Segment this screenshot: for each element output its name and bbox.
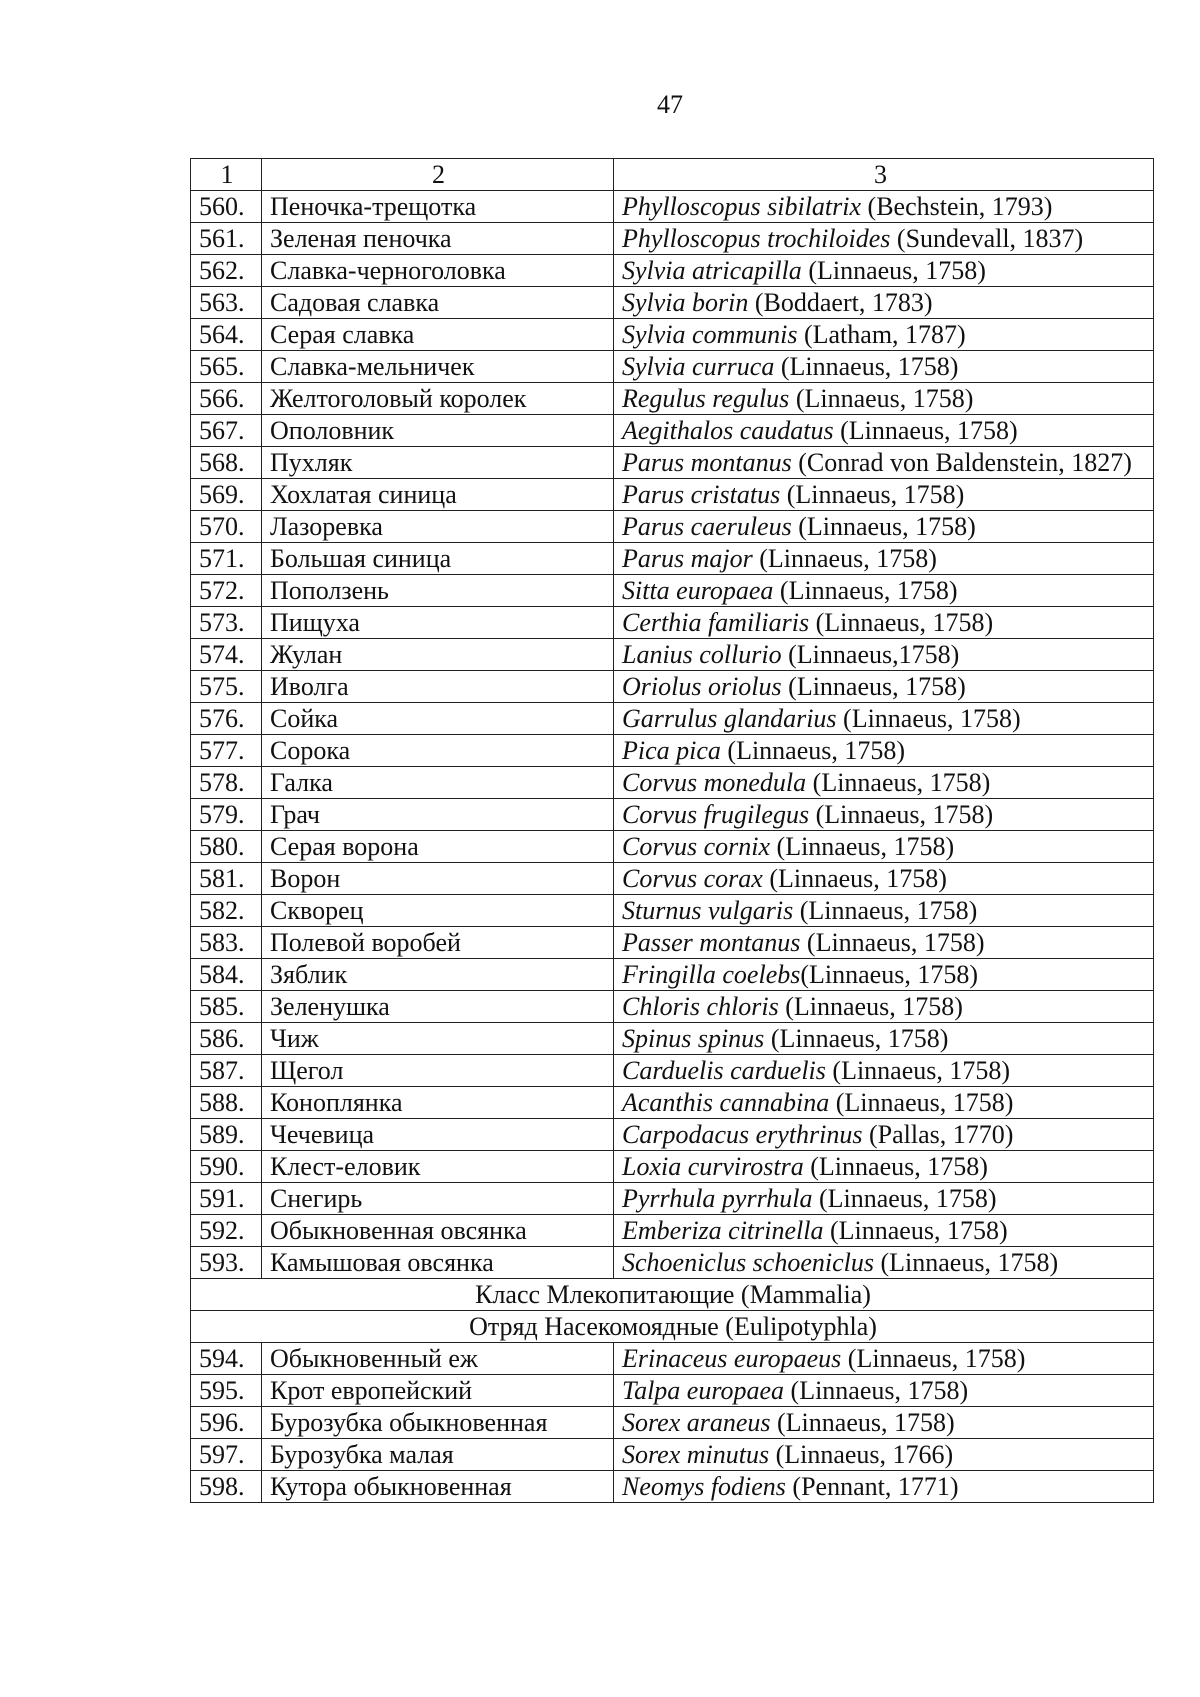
russian-name: Грач [262, 799, 614, 831]
scientific-name: Sylvia atricapilla [622, 256, 802, 285]
scientific-name: Aegithalos caudatus [622, 416, 834, 445]
latin-name-cell [614, 895, 1154, 927]
class-heading: Класс Млекопитающие (Mammalia) [191, 1279, 1154, 1311]
author-year: (Linnaeus,1758) [781, 640, 960, 669]
row-number: 591. [191, 1183, 262, 1215]
table-row [191, 415, 1154, 447]
row-number: 573. [191, 607, 262, 639]
russian-name: Чиж [262, 1023, 614, 1055]
latin-name-cell [614, 767, 1154, 799]
latin-name-cell [614, 1119, 1154, 1151]
russian-name: Бурозубка малая [262, 1439, 614, 1471]
scientific-name: Talpa europaea [622, 1376, 785, 1405]
table-row [191, 575, 1154, 607]
russian-name: Пеночка-трещотка [262, 191, 614, 223]
table-row [191, 511, 1154, 543]
author-year: (Linnaeus, 1758) [812, 1184, 997, 1213]
table-row [191, 895, 1154, 927]
row-number: 585. [191, 991, 262, 1023]
row-number: 560. [191, 191, 262, 223]
row-number: 593. [191, 1247, 262, 1279]
row-number: 598. [191, 1471, 262, 1503]
row-number: 582. [191, 895, 262, 927]
table-row [191, 1151, 1154, 1183]
table-row [191, 863, 1154, 895]
table-row [191, 191, 1154, 223]
author-year: (Linnaeus, 1758) [774, 352, 959, 381]
russian-name: Бурозубка обыкновенная [262, 1407, 614, 1439]
author-year: (Linnaeus, 1758) [809, 608, 994, 637]
author-year: (Linnaeus, 1758) [809, 800, 994, 829]
table-row [191, 703, 1154, 735]
russian-name: Зеленая пеночка [262, 223, 614, 255]
table-row [191, 735, 1154, 767]
latin-name-cell [614, 991, 1154, 1023]
table-row [191, 831, 1154, 863]
scientific-name: Carpodacus erythrinus [622, 1120, 863, 1149]
latin-name-cell [614, 351, 1154, 383]
russian-name: Садовая славка [262, 287, 614, 319]
latin-name-cell [614, 1247, 1154, 1279]
russian-name: Поползень [262, 575, 614, 607]
latin-name-cell [614, 1055, 1154, 1087]
latin-name-cell [614, 607, 1154, 639]
scientific-name: Sylvia curruca [622, 352, 775, 381]
row-number: 577. [191, 735, 262, 767]
scientific-name: Sylvia borin [622, 288, 749, 317]
row-number: 570. [191, 511, 262, 543]
author-year: (Sundevall, 1837) [890, 224, 1084, 253]
row-number: 586. [191, 1023, 262, 1055]
scientific-name: Parus cristatus [622, 480, 781, 509]
latin-name-cell [614, 639, 1154, 671]
row-number: 584. [191, 959, 262, 991]
table-row [191, 799, 1154, 831]
author-year: (Linnaeus, 1758) [789, 384, 974, 413]
author-year: (Pennant, 1771) [785, 1472, 959, 1501]
scientific-name: Spinus spinus [622, 1024, 765, 1053]
author-year: (Linnaeus, 1758) [791, 512, 976, 541]
latin-name-cell [614, 671, 1154, 703]
table-row [191, 767, 1154, 799]
row-number: 596. [191, 1407, 262, 1439]
row-number: 563. [191, 287, 262, 319]
row-number: 571. [191, 543, 262, 575]
author-year: (Linnaeus, 1758) [752, 544, 937, 573]
russian-name: Зяблик [262, 959, 614, 991]
scientific-name: Chloris chloris [622, 992, 779, 1021]
row-number: 562. [191, 255, 262, 287]
author-year: (Linnaeus, 1758) [793, 896, 978, 925]
scientific-name: Sorex minutus [622, 1440, 770, 1469]
russian-name: Серая славка [262, 319, 614, 351]
table-row [191, 223, 1154, 255]
latin-name-cell [614, 959, 1154, 991]
author-year: (Linnaeus, 1758) [801, 256, 986, 285]
scientific-name: Pyrrhula pyrrhula [622, 1184, 813, 1213]
author-year: (Linnaeus, 1758) [773, 576, 958, 605]
table-row [191, 1183, 1154, 1215]
table-row [191, 1375, 1154, 1407]
latin-name-cell [614, 799, 1154, 831]
row-number: 575. [191, 671, 262, 703]
table-row [191, 991, 1154, 1023]
latin-name-cell [614, 1343, 1154, 1375]
latin-name-cell [614, 1471, 1154, 1503]
row-number: 592. [191, 1215, 262, 1247]
row-number: 567. [191, 415, 262, 447]
russian-name: Снегирь [262, 1183, 614, 1215]
author-year: (Linnaeus, 1758) [778, 992, 963, 1021]
latin-name-cell [614, 543, 1154, 575]
latin-name-cell [614, 1375, 1154, 1407]
russian-name: Пухляк [262, 447, 614, 479]
table-row [191, 543, 1154, 575]
table-row [191, 927, 1154, 959]
latin-name-cell [614, 863, 1154, 895]
table-row [191, 639, 1154, 671]
russian-name: Обыкновенный еж [262, 1343, 614, 1375]
latin-name-cell [614, 479, 1154, 511]
author-year: (Linnaeus, 1758) [825, 1056, 1011, 1085]
row-number: 574. [191, 639, 262, 671]
table-header-row [191, 159, 1154, 191]
page-number: 47 [657, 90, 683, 119]
russian-name: Иволга [262, 671, 614, 703]
scientific-name: Neomys fodiens [622, 1472, 786, 1501]
latin-name-cell [614, 415, 1154, 447]
russian-name: Камышовая овсянка [262, 1247, 614, 1279]
latin-name-cell [614, 1087, 1154, 1119]
row-number: 597. [191, 1439, 262, 1471]
russian-name: Ополовник [262, 415, 614, 447]
author-year: (Linnaeus, 1758) [764, 1024, 949, 1053]
row-number: 566. [191, 383, 262, 415]
table-row [191, 383, 1154, 415]
scientific-name: Schoeniclus schoeniclus [622, 1248, 874, 1277]
table-row [191, 1439, 1154, 1471]
scientific-name: Oriolus oriolus [622, 672, 782, 701]
russian-name: Лазоревка [262, 511, 614, 543]
table-row [191, 959, 1154, 991]
scientific-name: Fringilla coelebs [622, 960, 801, 989]
russian-name: Пищуха [262, 607, 614, 639]
russian-name: Крот европейский [262, 1375, 614, 1407]
order-heading: Отряд Насекомоядные (Eulipotyphla) [191, 1311, 1154, 1343]
row-number: 564. [191, 319, 262, 351]
author-year: (Linnaeus, 1758) [720, 736, 906, 765]
column-header-1: 1 [191, 159, 262, 191]
row-number: 590. [191, 1151, 262, 1183]
table-row [191, 1343, 1154, 1375]
scientific-name: Sylvia communis [622, 320, 798, 349]
latin-name-cell [614, 1151, 1154, 1183]
latin-name-cell [614, 1407, 1154, 1439]
russian-name: Желтоголовый королек [262, 383, 614, 415]
table-row [191, 607, 1154, 639]
author-year: (Linnaeus, 1758) [841, 1344, 1026, 1373]
table-row [191, 351, 1154, 383]
author-year: (Bechstein, 1793) [861, 192, 1053, 221]
scientific-name: Loxia curvirostra [622, 1152, 804, 1181]
row-number: 576. [191, 703, 262, 735]
latin-name-cell [614, 255, 1154, 287]
russian-name: Хохлатая синица [262, 479, 614, 511]
author-year: (Linnaeus, 1758) [836, 704, 1021, 733]
author-year: (Linnaeus, 1758) [781, 672, 966, 701]
row-number: 589. [191, 1119, 262, 1151]
row-number: 578. [191, 767, 262, 799]
scientific-name: Certhia familiaris [622, 608, 810, 637]
latin-name-cell [614, 735, 1154, 767]
scientific-name: Pica pica [622, 736, 721, 765]
author-year: (Linnaeus, 1758) [874, 1248, 1059, 1277]
author-year: (Linnaeus, 1758) [784, 1376, 969, 1405]
row-number: 579. [191, 799, 262, 831]
scientific-name: Parus montanus [622, 448, 792, 477]
table-row [191, 255, 1154, 287]
scientific-name: Parus caeruleus [622, 512, 792, 541]
russian-name: Галка [262, 767, 614, 799]
row-number: 583. [191, 927, 262, 959]
table-row [191, 447, 1154, 479]
scientific-name: Phylloscopus sibilatrix [622, 192, 862, 221]
species-table [190, 158, 1154, 1503]
russian-name: Сойка [262, 703, 614, 735]
latin-name-cell [614, 927, 1154, 959]
latin-name-cell [614, 1439, 1154, 1471]
row-number: 588. [191, 1087, 262, 1119]
row-number: 595. [191, 1375, 262, 1407]
scientific-name: Lanius collurio [622, 640, 782, 669]
scientific-name: Acanthis cannabina [622, 1088, 830, 1117]
latin-name-cell [614, 383, 1154, 415]
author-year: (Linnaeus, 1758) [762, 864, 947, 893]
russian-name: Чечевица [262, 1119, 614, 1151]
table-row [191, 1087, 1154, 1119]
scientific-name: Emberiza citrinella [622, 1216, 824, 1245]
table-row [191, 1407, 1154, 1439]
scientific-name: Erinaceus europaeus [622, 1344, 842, 1373]
row-number: 561. [191, 223, 262, 255]
scientific-name: Parus major [622, 544, 753, 573]
russian-name: Зеленушка [262, 991, 614, 1023]
latin-name-cell [614, 447, 1154, 479]
latin-name-cell [614, 319, 1154, 351]
latin-name-cell [614, 287, 1154, 319]
scientific-name: Sitta europaea [622, 576, 774, 605]
table-row [191, 1023, 1154, 1055]
row-number: 565. [191, 351, 262, 383]
russian-name: Обыкновенная овсянка [262, 1215, 614, 1247]
russian-name: Большая синица [262, 543, 614, 575]
latin-name-cell [614, 703, 1154, 735]
russian-name: Славка-черноголовка [262, 255, 614, 287]
author-year: (Linnaeus, 1758) [823, 1216, 1008, 1245]
scientific-name: Regulus regulus [622, 384, 790, 413]
russian-name: Кутора обыкновенная [262, 1471, 614, 1503]
table-row [191, 1247, 1154, 1279]
latin-name-cell [614, 1183, 1154, 1215]
russian-name: Полевой воробей [262, 927, 614, 959]
scientific-name: Sturnus vulgaris [622, 896, 794, 925]
author-year: (Pallas, 1770) [862, 1120, 1014, 1149]
scientific-name: Passer montanus [622, 928, 801, 957]
table-row [191, 479, 1154, 511]
table-row [191, 1215, 1154, 1247]
table-row [191, 287, 1154, 319]
latin-name-cell [614, 1215, 1154, 1247]
author-year: (Linnaeus, 1766) [769, 1440, 954, 1469]
class-heading-row [191, 1279, 1154, 1311]
russian-name: Коноплянка [262, 1087, 614, 1119]
author-year: (Linnaeus, 1758) [770, 832, 955, 861]
row-number: 568. [191, 447, 262, 479]
russian-name: Славка-мельничек [262, 351, 614, 383]
scientific-name: Carduelis carduelis [622, 1056, 826, 1085]
table-row [191, 1119, 1154, 1151]
row-number: 569. [191, 479, 262, 511]
latin-name-cell [614, 223, 1154, 255]
latin-name-cell [614, 1023, 1154, 1055]
table-row [191, 671, 1154, 703]
column-header-3: 3 [614, 159, 1154, 191]
author-year: (Linnaeus, 1758) [770, 1408, 955, 1437]
russian-name: Жулан [262, 639, 614, 671]
species-table-body [191, 159, 1154, 1503]
table-row [191, 1055, 1154, 1087]
scientific-name: Garrulus glandarius [622, 704, 837, 733]
latin-name-cell [614, 511, 1154, 543]
scientific-name: Sorex araneus [622, 1408, 771, 1437]
author-year: (Boddaert, 1783) [748, 288, 933, 317]
author-year: (Linnaeus, 1758) [800, 928, 985, 957]
scientific-name: Phylloscopus trochiloides [622, 224, 891, 253]
russian-name: Ворон [262, 863, 614, 895]
russian-name: Серая ворона [262, 831, 614, 863]
column-header-2: 2 [262, 159, 614, 191]
scientific-name: Corvus monedula [622, 768, 807, 797]
latin-name-cell [614, 191, 1154, 223]
author-year: (Linnaeus, 1758) [829, 1088, 1014, 1117]
author-year: (Latham, 1787) [797, 320, 966, 349]
row-number: 594. [191, 1343, 262, 1375]
order-heading-row [191, 1311, 1154, 1343]
russian-name: Сорока [262, 735, 614, 767]
author-year: (Linnaeus, 1758) [800, 960, 978, 989]
latin-name-cell [614, 831, 1154, 863]
row-number: 580. [191, 831, 262, 863]
author-year: (Linnaeus, 1758) [806, 768, 991, 797]
author-year: (Conrad von Baldenstein, 1827) [791, 448, 1132, 477]
author-year: (Linnaeus, 1758) [780, 480, 965, 509]
russian-name: Клест-еловик [262, 1151, 614, 1183]
russian-name: Скворец [262, 895, 614, 927]
row-number: 572. [191, 575, 262, 607]
author-year: (Linnaeus, 1758) [833, 416, 1018, 445]
scientific-name: Corvus frugilegus [622, 800, 810, 829]
row-number: 581. [191, 863, 262, 895]
table-row [191, 1471, 1154, 1503]
scientific-name: Corvus corax [622, 864, 763, 893]
latin-name-cell [614, 575, 1154, 607]
table-row [191, 319, 1154, 351]
russian-name: Щегол [262, 1055, 614, 1087]
scientific-name: Corvus cornix [622, 832, 771, 861]
author-year: (Linnaeus, 1758) [803, 1152, 988, 1181]
row-number: 587. [191, 1055, 262, 1087]
